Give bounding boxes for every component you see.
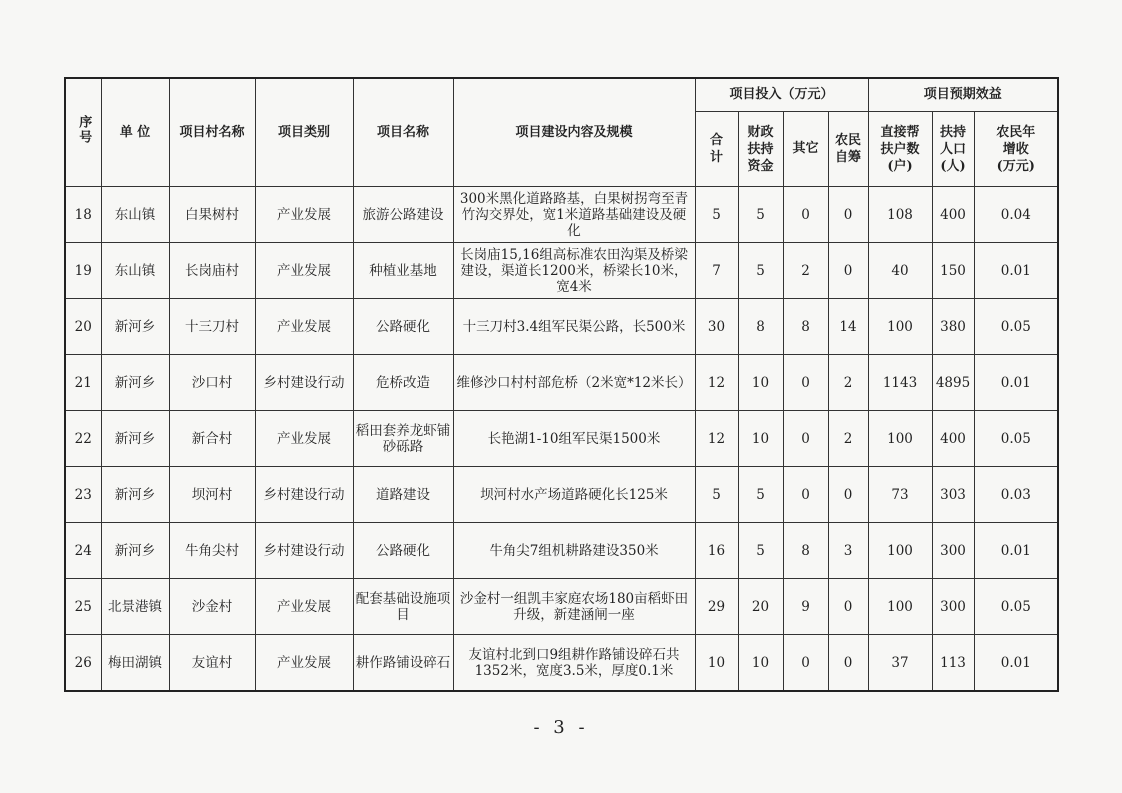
page-number: - 3 -	[533, 717, 589, 738]
cell-households: 100	[868, 579, 932, 635]
cell-unit: 新河乡	[101, 411, 169, 467]
cell-unit: 梅田湖镇	[101, 635, 169, 692]
cell-project-name: 种植业基地	[353, 243, 453, 299]
cell-people: 113	[932, 635, 974, 692]
cell-fiscal: 10	[738, 411, 783, 467]
table-row	[65, 299, 1058, 355]
cell-income: 0.01	[974, 243, 1058, 299]
header-people: 扶持人口(人)	[932, 112, 974, 187]
header-other: 其它	[783, 112, 828, 187]
table-row	[65, 523, 1058, 579]
cell-fiscal: 5	[738, 243, 783, 299]
cell-total: 12	[695, 411, 738, 467]
header-project-name: 项目名称	[353, 78, 453, 187]
cell-income: 0.05	[974, 411, 1058, 467]
header-unit: 单 位	[101, 78, 169, 187]
cell-other: 8	[783, 523, 828, 579]
cell-unit: 新河乡	[101, 467, 169, 523]
cell-category: 产业发展	[255, 411, 353, 467]
header-total: 合计	[695, 112, 738, 187]
cell-seq: 26	[65, 635, 101, 692]
header-benefit-group: 项目预期效益	[868, 78, 1058, 112]
header-investment-group: 项目投入（万元）	[695, 78, 868, 112]
cell-other: 0	[783, 187, 828, 243]
cell-project-name: 配套基础设施项目	[353, 579, 453, 635]
header-village: 项目村名称	[169, 78, 255, 187]
cell-fiscal: 5	[738, 523, 783, 579]
cell-farmer: 2	[828, 411, 868, 467]
cell-category: 乡村建设行动	[255, 523, 353, 579]
cell-content: 长岗庙15,16组高标准农田沟渠及桥梁建设，渠道长1200米，桥梁长10米，宽4米	[453, 243, 695, 299]
cell-unit: 北景港镇	[101, 579, 169, 635]
cell-people: 400	[932, 187, 974, 243]
header-category: 项目类别	[255, 78, 353, 187]
cell-category: 产业发展	[255, 299, 353, 355]
cell-people: 300	[932, 523, 974, 579]
header-households: 直接帮扶户数(户)	[868, 112, 932, 187]
cell-total: 30	[695, 299, 738, 355]
cell-households: 1143	[868, 355, 932, 411]
cell-fiscal: 8	[738, 299, 783, 355]
cell-content: 坝河村水产场道路硬化长125米	[453, 467, 695, 523]
cell-project-name: 公路硬化	[353, 523, 453, 579]
cell-village: 沙金村	[169, 579, 255, 635]
cell-seq: 20	[65, 299, 101, 355]
header-seq: 序号	[65, 78, 101, 187]
cell-people: 300	[932, 579, 974, 635]
cell-total: 10	[695, 635, 738, 692]
cell-farmer: 14	[828, 299, 868, 355]
cell-content: 牛角尖7组机耕路建设350米	[453, 523, 695, 579]
cell-households: 40	[868, 243, 932, 299]
cell-households: 100	[868, 299, 932, 355]
cell-village: 十三刀村	[169, 299, 255, 355]
cell-fiscal: 5	[738, 187, 783, 243]
cell-fiscal: 5	[738, 467, 783, 523]
cell-content: 长艳湖1-10组军民渠1500米	[453, 411, 695, 467]
cell-category: 产业发展	[255, 243, 353, 299]
cell-fiscal: 20	[738, 579, 783, 635]
cell-seq: 21	[65, 355, 101, 411]
table-row	[65, 411, 1058, 467]
cell-households: 108	[868, 187, 932, 243]
cell-seq: 19	[65, 243, 101, 299]
cell-total: 12	[695, 355, 738, 411]
cell-income: 0.01	[974, 635, 1058, 692]
cell-category: 产业发展	[255, 579, 353, 635]
cell-village: 坝河村	[169, 467, 255, 523]
cell-unit: 东山镇	[101, 243, 169, 299]
cell-income: 0.03	[974, 467, 1058, 523]
cell-seq: 24	[65, 523, 101, 579]
header-income: 农民年增收(万元)	[974, 112, 1058, 187]
cell-village: 牛角尖村	[169, 523, 255, 579]
cell-village: 长岗庙村	[169, 243, 255, 299]
cell-village: 新合村	[169, 411, 255, 467]
project-table	[64, 77, 1059, 692]
cell-other: 0	[783, 355, 828, 411]
cell-project-name: 耕作路铺设碎石	[353, 635, 453, 692]
cell-total: 5	[695, 187, 738, 243]
cell-income: 0.05	[974, 579, 1058, 635]
cell-farmer: 0	[828, 579, 868, 635]
cell-farmer: 0	[828, 243, 868, 299]
cell-farmer: 3	[828, 523, 868, 579]
cell-village: 沙口村	[169, 355, 255, 411]
cell-village: 白果树村	[169, 187, 255, 243]
cell-farmer: 0	[828, 635, 868, 692]
cell-people: 400	[932, 411, 974, 467]
cell-farmer: 0	[828, 187, 868, 243]
cell-seq: 23	[65, 467, 101, 523]
cell-income: 0.05	[974, 299, 1058, 355]
header-content: 项目建设内容及规模	[453, 78, 695, 187]
cell-content: 300米黑化道路路基，白果树拐弯至青竹沟交界处，宽1米道路基础建设及硬化	[453, 187, 695, 243]
table-row	[65, 579, 1058, 635]
cell-project-name: 旅游公路建设	[353, 187, 453, 243]
cell-unit: 新河乡	[101, 523, 169, 579]
cell-other: 2	[783, 243, 828, 299]
cell-people: 150	[932, 243, 974, 299]
cell-income: 0.01	[974, 523, 1058, 579]
cell-seq: 25	[65, 579, 101, 635]
cell-seq: 22	[65, 411, 101, 467]
cell-project-name: 危桥改造	[353, 355, 453, 411]
cell-seq: 18	[65, 187, 101, 243]
cell-total: 5	[695, 467, 738, 523]
cell-households: 100	[868, 523, 932, 579]
cell-unit: 新河乡	[101, 299, 169, 355]
cell-people: 303	[932, 467, 974, 523]
cell-other: 0	[783, 635, 828, 692]
cell-other: 8	[783, 299, 828, 355]
cell-project-name: 道路建设	[353, 467, 453, 523]
cell-total: 7	[695, 243, 738, 299]
cell-households: 100	[868, 411, 932, 467]
cell-content: 维修沙口村村部危桥（2米宽*12米长）	[453, 355, 695, 411]
cell-category: 乡村建设行动	[255, 355, 353, 411]
cell-category: 产业发展	[255, 187, 353, 243]
cell-fiscal: 10	[738, 355, 783, 411]
cell-total: 16	[695, 523, 738, 579]
cell-project-name: 公路硬化	[353, 299, 453, 355]
cell-other: 9	[783, 579, 828, 635]
cell-village: 友谊村	[169, 635, 255, 692]
project-rows	[65, 187, 1058, 692]
cell-other: 0	[783, 467, 828, 523]
table-row	[65, 243, 1058, 299]
cell-farmer: 2	[828, 355, 868, 411]
cell-farmer: 0	[828, 467, 868, 523]
cell-households: 73	[868, 467, 932, 523]
cell-content: 十三刀村3.4组军民渠公路，长500米	[453, 299, 695, 355]
cell-other: 0	[783, 411, 828, 467]
cell-unit: 东山镇	[101, 187, 169, 243]
header-farmer: 农民自筹	[828, 112, 868, 187]
cell-category: 乡村建设行动	[255, 467, 353, 523]
table-row	[65, 635, 1058, 692]
cell-income: 0.01	[974, 355, 1058, 411]
cell-households: 37	[868, 635, 932, 692]
table-row	[65, 467, 1058, 523]
cell-category: 产业发展	[255, 635, 353, 692]
cell-total: 29	[695, 579, 738, 635]
cell-content: 友谊村北到口9组耕作路铺设碎石共1352米，宽度3.5米，厚度0.1米	[453, 635, 695, 692]
cell-people: 380	[932, 299, 974, 355]
table-row	[65, 355, 1058, 411]
header-fiscal: 财政扶持资金	[738, 112, 783, 187]
cell-people: 4895	[932, 355, 974, 411]
cell-income: 0.04	[974, 187, 1058, 243]
table-row	[65, 187, 1058, 243]
cell-fiscal: 10	[738, 635, 783, 692]
cell-content: 沙金村一组凯丰家庭农场180亩稻虾田升级，新建涵闸一座	[453, 579, 695, 635]
cell-unit: 新河乡	[101, 355, 169, 411]
cell-project-name: 稻田套养龙虾铺砂砾路	[353, 411, 453, 467]
